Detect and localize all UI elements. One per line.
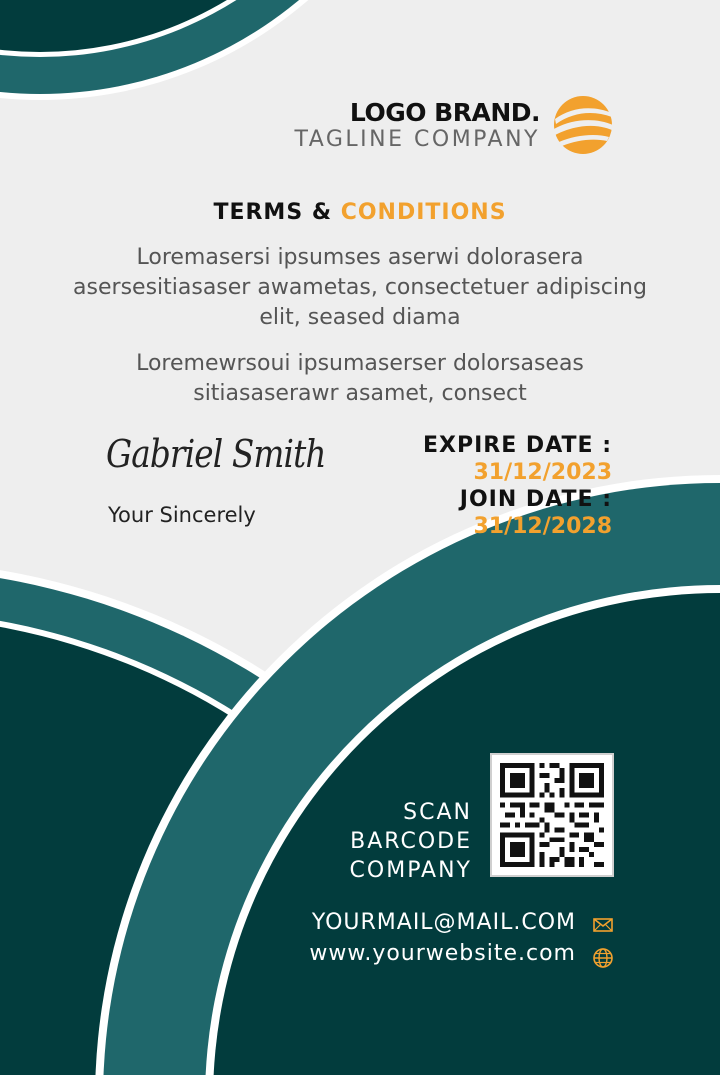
join-date-value: 31/12/2028: [473, 514, 612, 539]
terms-heading-part1: TERMS &: [213, 200, 333, 225]
scan-line-2: BARCODE: [350, 829, 472, 854]
terms-heading-part2: CONDITIONS: [340, 200, 507, 225]
website-text[interactable]: www.yourwebsite.com: [309, 941, 576, 966]
logo-tagline: TAGLINE COMPANY: [294, 127, 540, 152]
qr-code-icon: [500, 763, 604, 867]
join-date-label: JOIN DATE :: [459, 487, 612, 512]
scan-barcode-text: [270, 798, 472, 885]
scan-line-1: SCAN: [403, 800, 472, 825]
globe-swoosh-logo-icon: [553, 95, 613, 155]
expire-date-label: EXPIRE DATE :: [423, 433, 612, 458]
dates-block: [360, 432, 612, 540]
expire-date-value: 31/12/2023: [473, 460, 612, 485]
terms-heading: [0, 200, 720, 225]
scan-line-3: COMPANY: [349, 858, 472, 883]
signature-closing: Your Sincerely: [108, 503, 256, 527]
terms-paragraph-2: Loremewrsoui ipsumaserser dolorsaseas sitiasaserawr asamet, consect: [136, 351, 584, 406]
signature-name: Gabriel Smith: [106, 432, 326, 476]
qr-code[interactable]: [490, 753, 614, 877]
mail-icon: [592, 914, 614, 936]
email-text[interactable]: YOURMAIL@MAIL.COM: [311, 910, 576, 935]
logo-brand: LOGO BRAND.: [349, 98, 540, 127]
terms-paragraph-1: Loremasersi ipsumses aserwi dolorasera asersesitiasaser awametas, consectetuer adipiscing elit, seased diama: [73, 245, 647, 330]
globe-icon: [592, 947, 614, 969]
